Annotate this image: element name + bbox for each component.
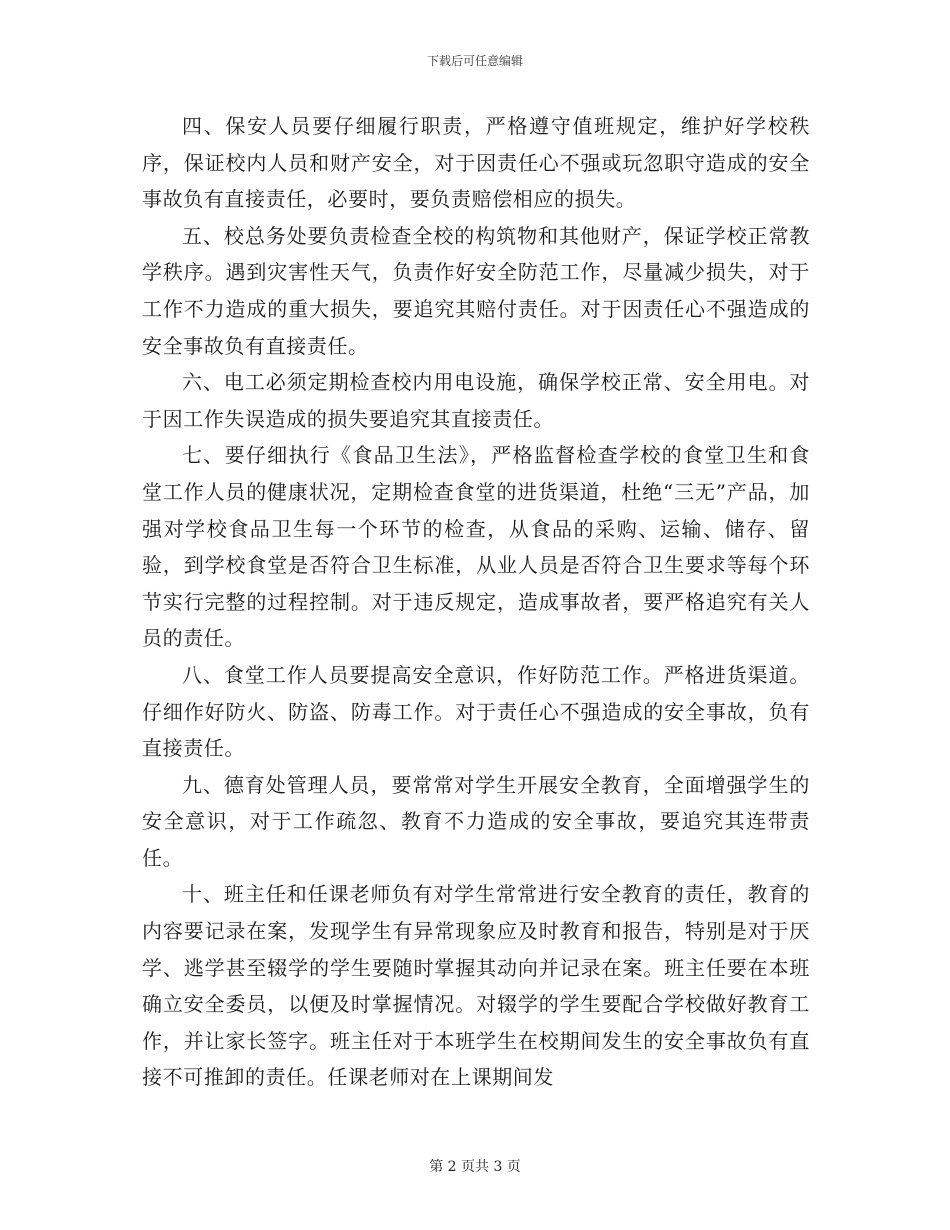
paragraph-10: 十、班主任和任课老师负有对学生常常进行安全教育的责任，教育的内容要记录在案，发现学生有异常现象应及时教育和报告，特别是对于厌学、逃学甚至辍学的学生要随时掌握其动向并记录在案。班主任要在本班确立安全委员，以便及时掌握情况。对辍学的学生要配合学校做好教育工作，并让家长签字。班主任对于本班学生在校期间发生的安全事故负有直接不可推卸的责任。任课老师对在上课期间发 xyxy=(142,882,810,1090)
page-footer: 第 2 页共 3 页 xyxy=(429,1159,521,1175)
paragraph-6: 六、电工必须定期检查校内用电设施，确保学校正常、安全用电。对于因工作失误造成的损失要追究其直接责任。 xyxy=(142,370,810,431)
paragraph-5: 五、校总务处要负责检查全校的构筑物和其他财产，保证学校正常教学秩序。遇到灾害性天气，负责作好安全防范工作，尽量减少损失，对于工作不力造成的重大损失，要追究其赔付责任。对于因责任心不强造成的安全事故负有直接责任。 xyxy=(142,223,810,358)
paragraph-9: 九、德育处管理人员，要常常对学生开展安全教育，全面增强学生的安全意识，对于工作疏忽、教育不力造成的安全事故，要追究其连带责任。 xyxy=(142,772,810,870)
paragraph-7: 七、要仔细执行《食品卫生法》，严格监督检查学校的食堂卫生和食堂工作人员的健康状况，定期检查食堂的进货渠道，杜绝“三无”产品，加强对学校食品卫生每一个环节的检查，从食品的采购、运输、储存、留验，到学校食堂是否符合卫生标准，从业人员是否符合卫生要求等每个环节实行完整的过程控制。对于违反规定，造成事故者，要严格追究有关人员的责任。 xyxy=(142,443,810,651)
paragraph-4: 四、保安人员要仔细履行职责，严格遵守值班规定，维护好学校秩序，保证校内人员和财产安全，对于因责任心不强或玩忽职守造成的安全事故负有直接责任，必要时，要负责赔偿相应的损失。 xyxy=(142,114,810,212)
page-header: 下载后可任意编辑 xyxy=(426,54,523,68)
document-body xyxy=(142,108,810,1096)
paragraph-8: 八、食堂工作人员要提高安全意识，作好防范工作。严格进货渠道。仔细作好防火、防盗、防毒工作。对于责任心不强造成的安全事故，负有直接责任。 xyxy=(142,662,810,761)
